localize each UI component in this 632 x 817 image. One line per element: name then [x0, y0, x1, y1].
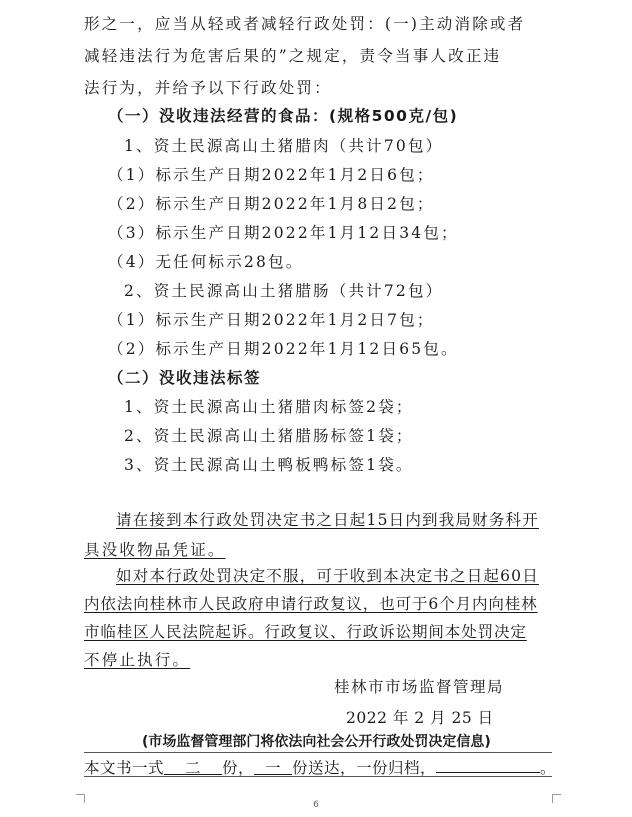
- copies-mid-2: 份送达，一份归档，: [292, 759, 437, 777]
- agency-signature: 桂林市市场监督管理局: [334, 678, 505, 696]
- divider: [84, 752, 552, 753]
- intro-line-1: 形之一，应当从轻或者减轻行政处罚：(一)主动消除或者: [84, 15, 526, 33]
- served-count-field: 一: [254, 758, 292, 775]
- copies-line: [84, 756, 556, 778]
- section2-heading: （二）没收违法标签: [108, 369, 262, 387]
- section1-item: （2）标示生产日期2022年1月8日2包；: [108, 195, 435, 213]
- collect-paragraph-line-1: 请在接到本行政处罚决定书之日起15日内到我局财务科开: [116, 511, 539, 529]
- divider: [84, 776, 552, 777]
- section1-item: 2、资土民源高山土猪腊肠（共计72包）: [124, 282, 444, 300]
- appeal-paragraph-line-4: 不停止执行。: [84, 651, 191, 669]
- section1-heading: （一）没收违法经营的食品：(规格500克/包): [108, 107, 459, 125]
- section2-item: 1、资土民源高山土猪腊肉标签2袋；: [124, 398, 414, 416]
- appeal-paragraph-line-1: 如对本行政处罚决定不服，可于收到本决定书之日起60日: [116, 567, 539, 585]
- copies-prefix: 本文书一式: [84, 759, 165, 777]
- copies-end: 。: [540, 759, 557, 777]
- disclosure-notice: (市场监督管理部门将依法向社会公开行政处罚决定信息): [142, 734, 491, 750]
- collect-paragraph-line-2: 具没收物品凭证。: [84, 541, 226, 559]
- section1-item: （3）标示生产日期2022年1月12日34包；: [108, 224, 459, 242]
- section1-item: （4）无任何标示28包。: [108, 253, 304, 271]
- archive-blank-field: [436, 756, 540, 773]
- section1-item: （1）标示生产日期2022年1月2日7包；: [108, 311, 435, 329]
- section1-item: 1、资土民源高山土猪腊肉（共计70包）: [124, 137, 444, 155]
- appeal-paragraph-line-3: 市临桂区人民法院起诉。行政复议、行政诉讼期间本处罚决定: [84, 623, 527, 641]
- section1-item: （1）标示生产日期2022年1月2日6包；: [108, 166, 435, 184]
- intro-line-2: 减轻违法行为危害后果的”之规定，责令当事人改正违: [84, 47, 502, 65]
- signature-date: 2022 年 2 月 25 日: [346, 709, 494, 727]
- section1-item: （2）标示生产日期2022年1月12日65包。: [108, 340, 459, 358]
- section2-item: 3、资土民源高山土鸭板鸭标签1袋。: [124, 456, 414, 474]
- intro-line-3: 法行为，并给予以下行政处罚：: [84, 79, 332, 97]
- copies-count-field: 二: [164, 758, 222, 775]
- appeal-paragraph-line-2: 内依法向桂林市人民政府申请行政复议，也可于6个月内向桂林: [84, 595, 538, 613]
- copies-mid-1: 份，: [222, 759, 255, 777]
- section2-item: 2、资土民源高山土猪腊肠标签1袋；: [124, 427, 414, 445]
- page-number: 6: [313, 800, 319, 810]
